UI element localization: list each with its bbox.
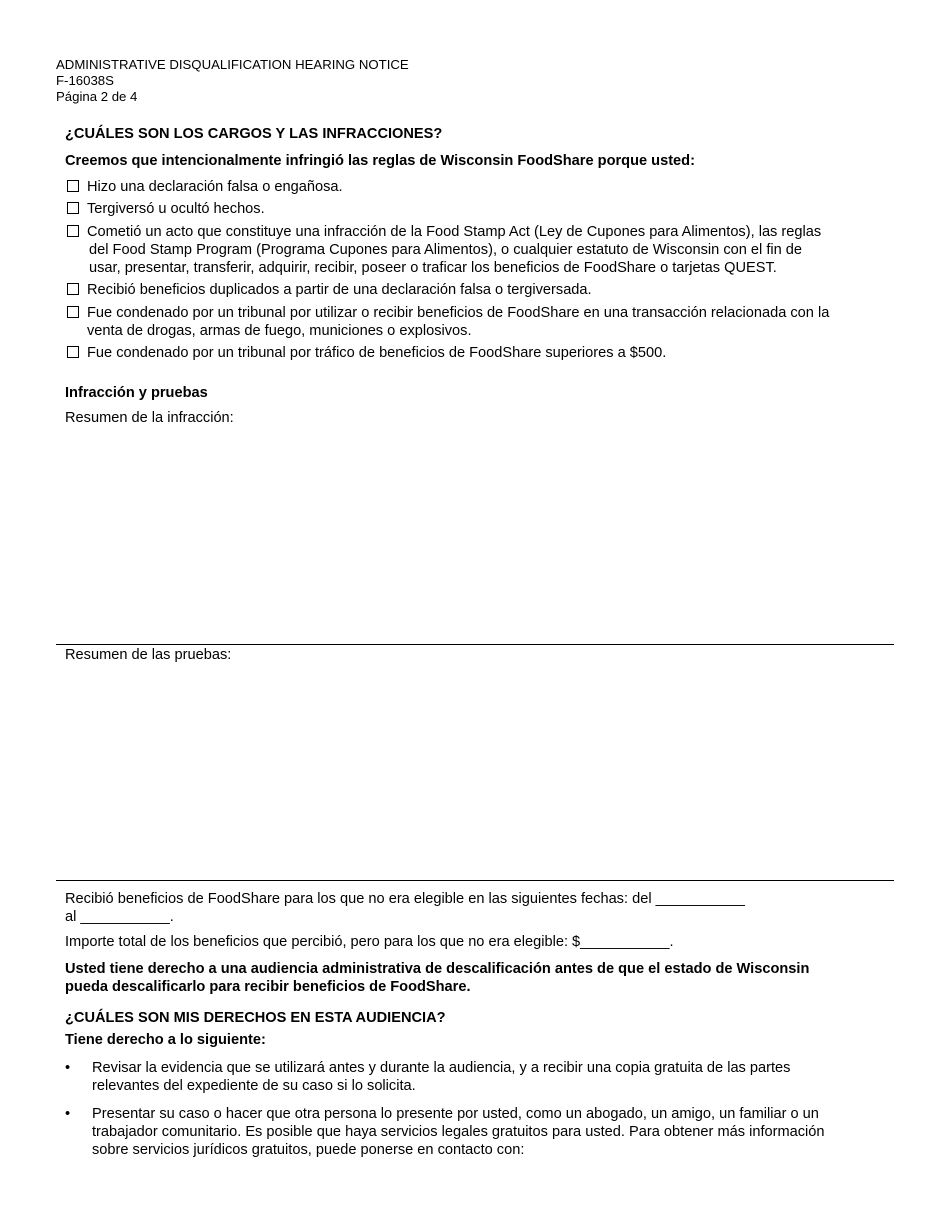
rights-heading: ¿CUÁLES SON MIS DERECHOS EN ESTA AUDIENCIA?: [65, 1010, 446, 1026]
rights-bullet-review-evidence: • Revisar la evidencia que se utilizará antes y durante la audiencia, y a recibir una copia gratuita de las partes relevantes del expediente de su caso si lo solicita.: [65, 1060, 791, 1094]
checkbox[interactable]: [67, 225, 79, 237]
charge-item-duplicate-benefits: Recibió beneficios duplicados a partir de una declaración falsa o tergiversada.: [65, 281, 893, 299]
ineligible-dates-line2: al ___________.: [65, 909, 174, 925]
page-indicator: Página 2 de 4: [56, 89, 138, 104]
form-header: [56, 57, 409, 105]
checkbox[interactable]: [67, 283, 79, 295]
checkbox[interactable]: [67, 180, 79, 192]
charges-heading: ¿CUÁLES SON LOS CARGOS Y LAS INFRACCIONES?: [65, 126, 443, 142]
ineligible-total: Importe total de los beneficios que percibió, pero para los que no era elegible: $___________.: [65, 934, 674, 950]
charges-intro: Creemos que intencionalmente infringió las reglas de Wisconsin FoodShare porque usted:: [65, 153, 695, 169]
charge-item-trafficking: Fue condenado por un tribunal por tráfico de beneficios de FoodShare superiores a $500.: [65, 344, 893, 362]
charges-section: [65, 125, 893, 366]
evidence-summary-label: Resumen de las pruebas:: [65, 647, 232, 663]
rights-bullet-present-case: • Presentar su caso o hacer que otra persona lo presente por usted, como un abogado, un amigo, un familiar o un trabajador comunitario. Es posible que haya servicios legales gratuitos para usted. Para obtener más información sobre servicios jurídicos gratuitos, puede ponerse en contacto con:: [65, 1106, 825, 1158]
violation-heading: Infracción y pruebas: [65, 385, 208, 401]
hearing-right-notice: Usted tiene derecho a una audiencia administrativa de descalificación antes de que el estado de Wisconsin pueda descalificarlo para recibir beneficios de FoodShare.: [65, 961, 810, 995]
charge-item-false-statement: Hizo una declaración falsa o engañosa.: [65, 178, 893, 196]
form-title: ADMINISTRATIVE DISQUALIFICATION HEARING NOTICE: [56, 57, 409, 72]
charge-item-violation-act: Cometió un acto que constituye una infracción de la Food Stamp Act (Ley de Cupones para Alimentos), las reglas del Food Stamp Program (Programa Cupones para Alimentos), o cualquier estatuto de Wisconsin con el fin de usar, presentar, transferir, adquirir, recibir, poseer o traficar los beneficios de FoodShare o tarjetas QUEST.: [65, 223, 893, 277]
divider: [56, 880, 894, 881]
violation-summary-label: Resumen de la infracción:: [65, 410, 234, 426]
rights-subheading: Tiene derecho a lo siguiente:: [65, 1032, 266, 1048]
divider: [56, 644, 894, 645]
bullet-icon: •: [65, 1106, 71, 1122]
charges-checklist: [65, 178, 893, 362]
checkbox[interactable]: [67, 202, 79, 214]
charge-item-drug-transaction: Fue condenado por un tribunal por utilizar o recibir beneficios de FoodShare en una transacción relacionada con la venta de drogas, armas de fuego, municiones o explosivos.: [65, 304, 893, 340]
checkbox[interactable]: [67, 306, 79, 318]
checkbox[interactable]: [67, 346, 79, 358]
ineligible-dates-line1: Recibió beneficios de FoodShare para los que no era elegible en las siguientes fechas: del ___________: [65, 891, 745, 907]
bullet-icon: •: [65, 1060, 71, 1076]
charge-item-misrepresented: Tergiversó u ocultó hechos.: [65, 200, 893, 218]
form-number: F-16038S: [56, 73, 114, 88]
